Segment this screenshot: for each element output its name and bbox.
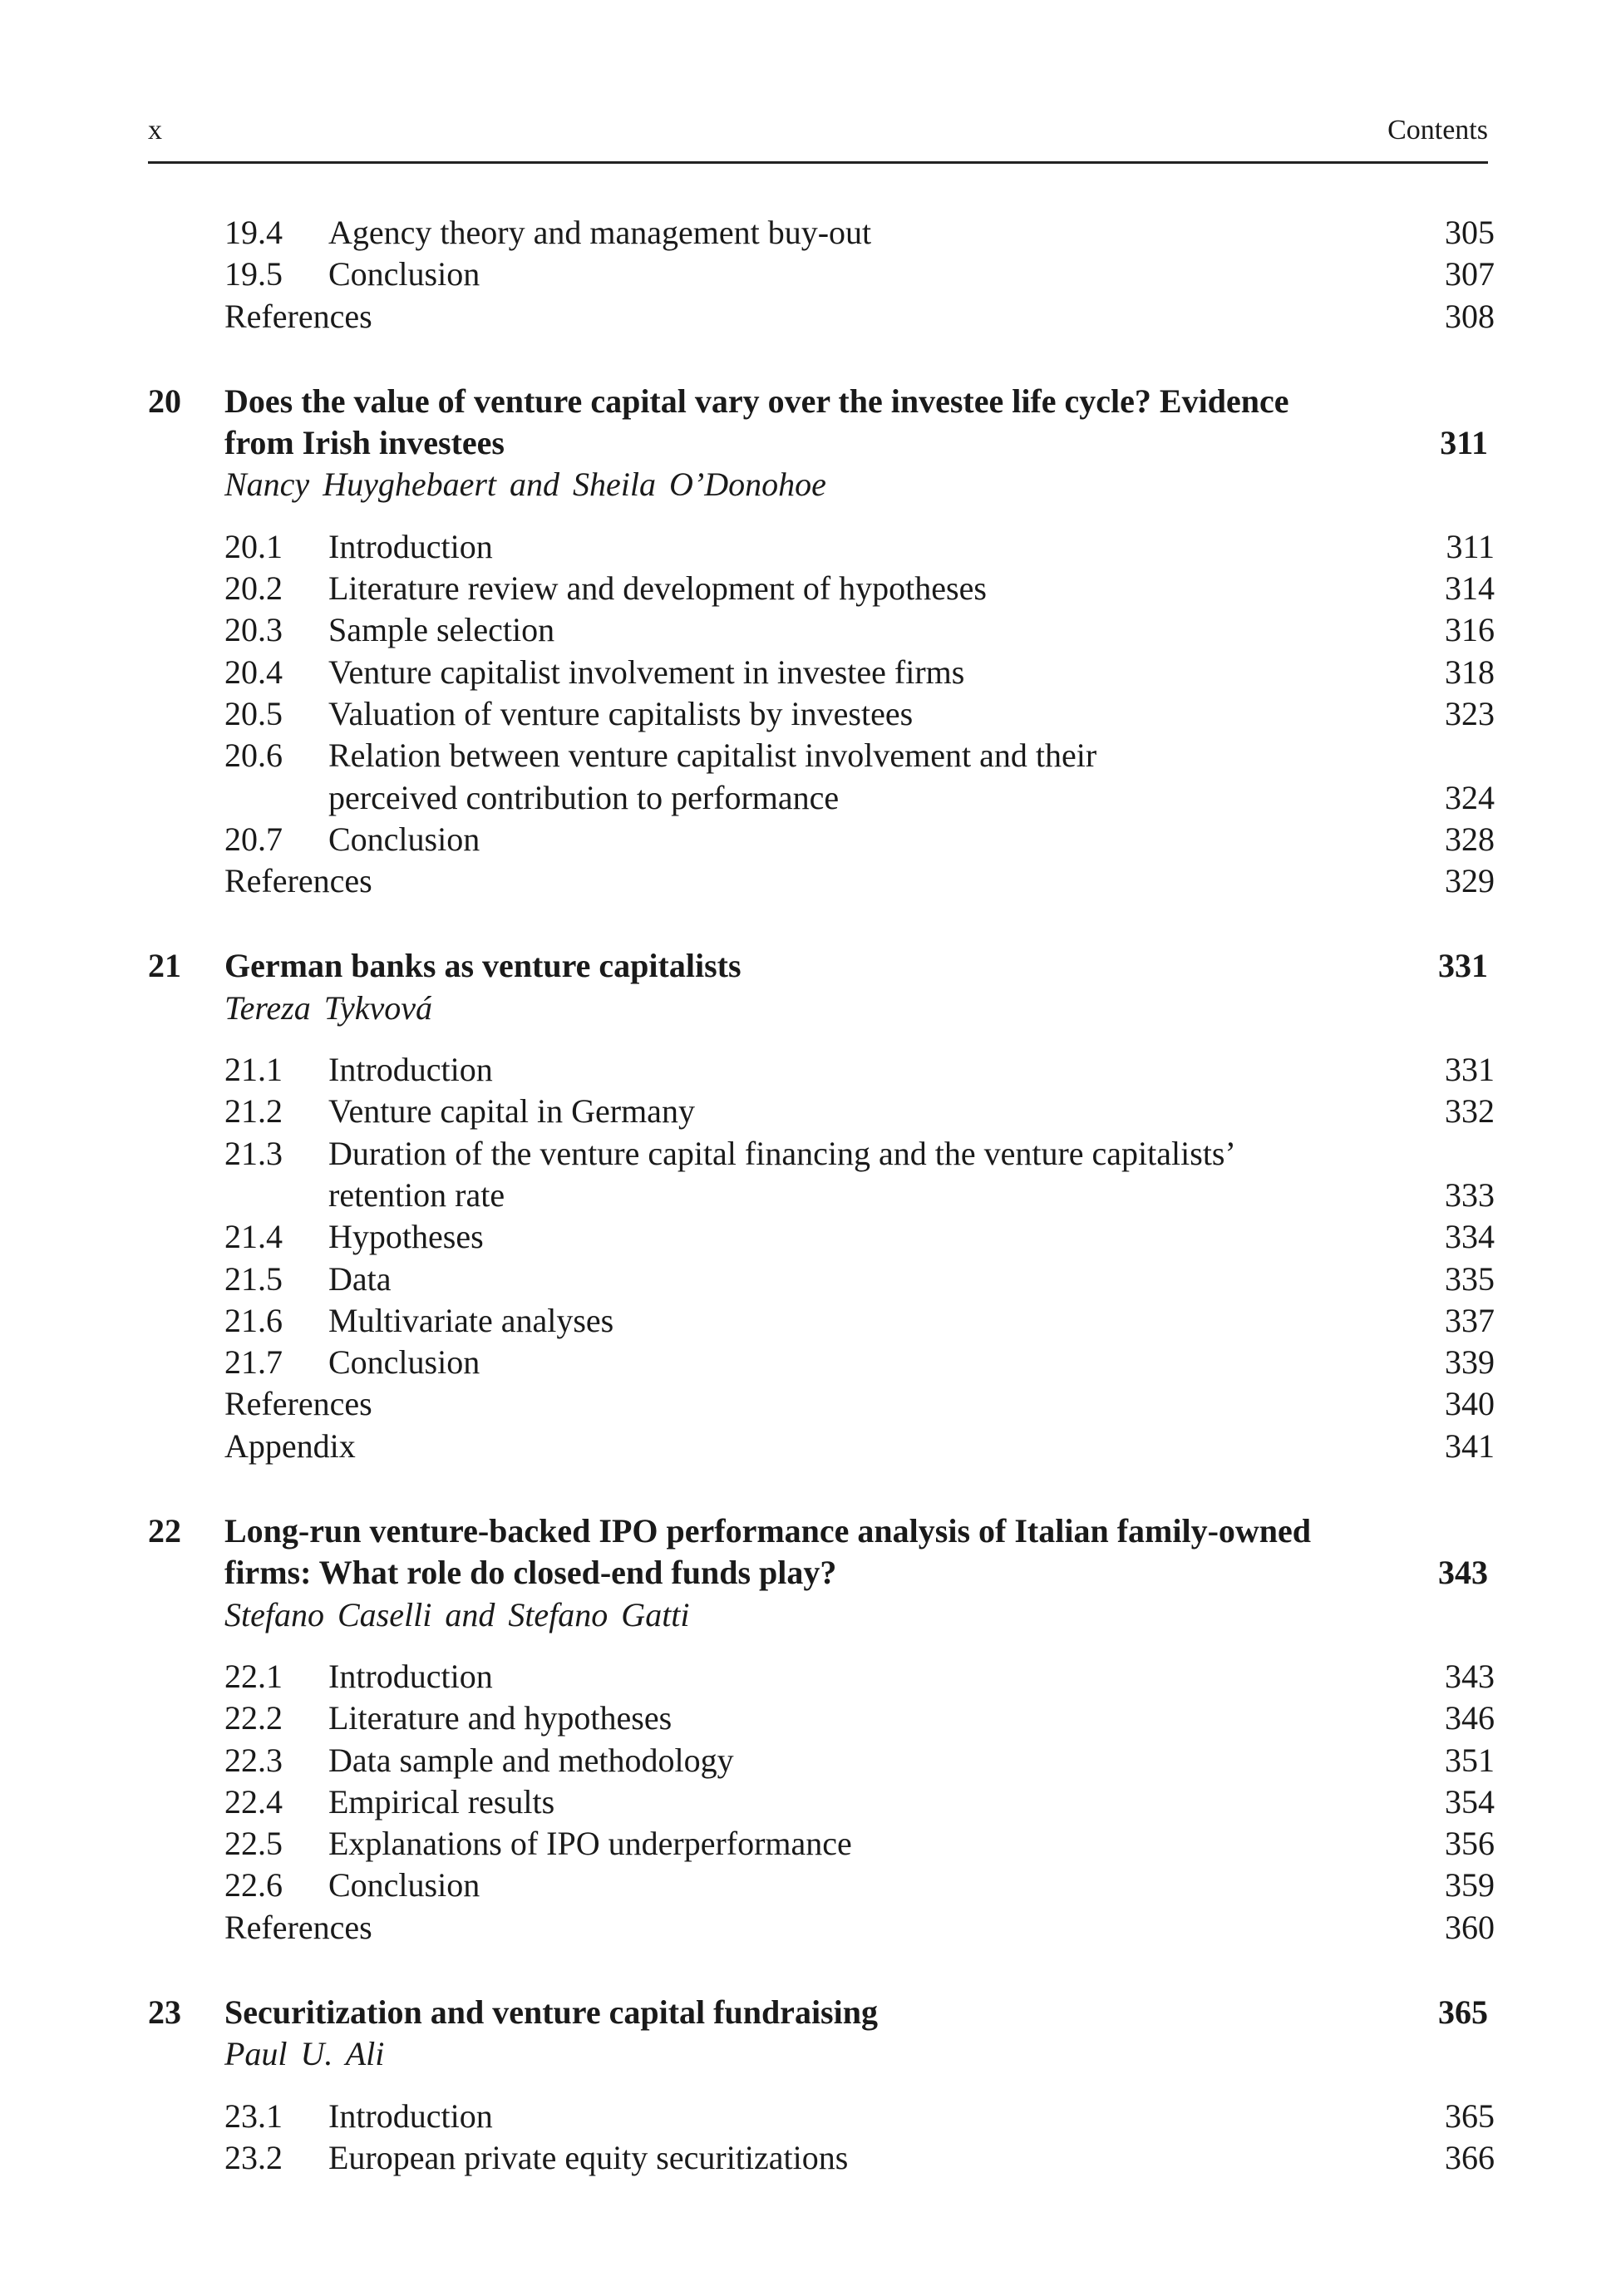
section-page: 328 xyxy=(1445,820,1495,858)
chapter-title-line xyxy=(148,1510,1488,1552)
chapter-title-line xyxy=(148,422,1488,464)
chapter-sections xyxy=(148,1656,1495,1949)
toc-chapter-19-tail xyxy=(148,212,1495,338)
section-number: 23.1 xyxy=(224,2096,283,2135)
chapter-title-line xyxy=(148,1992,1488,2033)
section-page: 339 xyxy=(1445,1343,1495,1382)
section-title: Valuation of venture capitalists by investees xyxy=(328,694,914,732)
chapter-title: Long-run venture-backed IPO performance analysis of Italian family-owned xyxy=(224,1512,1312,1550)
section-page: 340 xyxy=(1445,1385,1495,1423)
section-number: 21.2 xyxy=(224,1092,283,1131)
section-number: 19.5 xyxy=(224,255,283,293)
section-title: Introduction xyxy=(328,1657,493,1695)
section-title: Introduction xyxy=(328,1051,493,1089)
section-number: 20.2 xyxy=(224,569,283,608)
section-page: 305 xyxy=(1445,214,1495,251)
running-head-title: Contents xyxy=(1387,115,1488,145)
toc-chapter xyxy=(148,381,1495,903)
section-title: Literature and hypotheses xyxy=(328,1699,673,1737)
section-title: Venture capitalist involvement in investee firms xyxy=(328,653,965,691)
section-page: 365 xyxy=(1445,2096,1495,2135)
section-page: 343 xyxy=(1445,1657,1495,1695)
section-title: References xyxy=(224,297,372,335)
section-page: 334 xyxy=(1445,1218,1495,1256)
section-page: 341 xyxy=(1445,1426,1495,1465)
toc-backmatter-entry xyxy=(148,1426,1495,1467)
chapter-sections xyxy=(148,2096,1495,2180)
toc-section-entry xyxy=(148,1823,1495,1865)
toc-section-entry xyxy=(148,1781,1495,1823)
section-page: 366 xyxy=(1445,2138,1495,2176)
toc-section-entry xyxy=(148,1049,1495,1091)
section-number: 21.1 xyxy=(224,1051,283,1089)
toc-backmatter-entry xyxy=(148,296,1495,338)
section-page: 331 xyxy=(1445,1051,1495,1089)
chapter-heading xyxy=(148,1992,1488,2033)
chapter-number: 23 xyxy=(148,1993,181,2031)
chapter-title: German banks as venture capitalists xyxy=(224,947,742,985)
chapter-page: 365 xyxy=(1438,1993,1488,2031)
chapter-title-line xyxy=(148,381,1488,422)
section-page: 332 xyxy=(1445,1092,1495,1131)
chapter-authors: Paul U. Ali xyxy=(224,2035,385,2073)
section-page: 308 xyxy=(1445,297,1495,335)
toc-section-entry xyxy=(148,1216,1495,1258)
section-number: 22.5 xyxy=(224,1825,283,1863)
toc-section-entry xyxy=(148,1697,1495,1739)
page-number-roman: x xyxy=(148,115,162,145)
chapter-authors: Stefano Caselli and Stefano Gatti xyxy=(224,1595,690,1633)
section-number: 22.3 xyxy=(224,1741,283,1779)
section-title: Conclusion xyxy=(328,820,480,858)
section-number: 20.6 xyxy=(224,737,283,775)
section-title: Sample selection xyxy=(328,611,555,649)
section-number: 20.5 xyxy=(224,694,283,732)
toc-section-entry xyxy=(148,735,1488,776)
toc-section-entry xyxy=(148,1865,1495,1906)
section-title: European private equity securitizations xyxy=(328,2138,849,2176)
section-number: 22.6 xyxy=(224,1866,283,1904)
section-title: Conclusion xyxy=(328,255,480,293)
section-title: Conclusion xyxy=(328,1343,480,1382)
chapter-title: firms: What role do closed-end funds play? xyxy=(224,1554,837,1592)
section-title: retention rate xyxy=(328,1175,505,1214)
chapter-title-line xyxy=(148,1552,1488,1594)
running-header xyxy=(148,106,1488,164)
toc-section-entry xyxy=(148,254,1495,295)
section-title: References xyxy=(224,1385,372,1423)
section-number: 20.4 xyxy=(224,653,283,691)
chapter-sections xyxy=(148,526,1495,903)
chapter-sections xyxy=(148,1049,1495,1467)
toc-section-entry xyxy=(148,1300,1495,1342)
chapter-page: 331 xyxy=(1438,947,1488,985)
toc-section-entry xyxy=(148,1091,1495,1132)
section-page: 335 xyxy=(1445,1259,1495,1298)
chapter-number: 21 xyxy=(148,947,181,985)
toc-backmatter-entry xyxy=(148,1383,1495,1425)
section-number: 22.4 xyxy=(224,1782,283,1821)
section-number: 20.1 xyxy=(224,527,283,565)
toc-chapter xyxy=(148,1992,1495,2179)
section-title: Explanations of IPO underperformance xyxy=(328,1825,852,1863)
section-number: 23.2 xyxy=(224,2138,283,2176)
section-page: 314 xyxy=(1445,569,1495,608)
section-page: 329 xyxy=(1445,862,1495,900)
toc-section-entry xyxy=(148,1740,1495,1781)
section-page: 351 xyxy=(1445,1741,1495,1779)
section-page: 346 xyxy=(1445,1699,1495,1737)
section-page: 323 xyxy=(1445,694,1495,732)
section-title: Literature review and development of hypotheses xyxy=(328,569,987,608)
chapter-title: Securitization and venture capital fundraising xyxy=(224,1993,878,2031)
section-number: 21.5 xyxy=(224,1259,283,1298)
toc-section-entry xyxy=(148,526,1495,568)
section-title: Data sample and methodology xyxy=(328,1741,734,1779)
section-title: References xyxy=(224,1908,372,1946)
toc-section-entry xyxy=(148,1175,1495,1216)
section-title: Duration of the venture capital financing and the venture capitalists’ xyxy=(328,1134,1236,1172)
toc-section-entry xyxy=(148,2137,1495,2179)
chapter-title-line xyxy=(148,945,1488,987)
chapter-heading xyxy=(148,381,1488,465)
section-page: 316 xyxy=(1445,611,1495,649)
section-title: Relation between venture capitalist involvement and their xyxy=(328,737,1097,775)
section-page: 307 xyxy=(1445,255,1495,293)
section-page: 356 xyxy=(1445,1825,1495,1863)
section-page: 311 xyxy=(1446,527,1495,565)
section-title: Introduction xyxy=(328,527,493,565)
section-title: Agency theory and management buy-out xyxy=(328,214,872,251)
section-number: 20.3 xyxy=(224,611,283,649)
toc-section-entry xyxy=(148,1259,1495,1300)
section-title: Empirical results xyxy=(328,1782,555,1821)
section-number: 21.7 xyxy=(224,1343,283,1382)
toc-section-entry xyxy=(148,1133,1488,1175)
section-title: Introduction xyxy=(328,2096,493,2135)
section-number: 19.4 xyxy=(224,214,283,251)
toc-section-entry xyxy=(148,2096,1495,2137)
chapter-authors: Nancy Huyghebaert and Sheila O’Donohoe xyxy=(224,466,826,504)
section-title: Appendix xyxy=(224,1426,356,1465)
section-title: Conclusion xyxy=(328,1866,480,1904)
toc-section-entry xyxy=(148,1342,1495,1383)
section-page: 359 xyxy=(1445,1866,1495,1904)
chapter-heading xyxy=(148,945,1488,987)
toc-section-entry xyxy=(148,652,1495,693)
toc-chapter xyxy=(148,1510,1495,1949)
toc-section-entry xyxy=(148,1656,1495,1697)
toc-section-entry xyxy=(148,819,1495,860)
toc-backmatter-entry xyxy=(148,860,1495,902)
section-title: Multivariate analyses xyxy=(328,1301,614,1339)
section-page: 337 xyxy=(1445,1301,1495,1339)
toc-section-entry xyxy=(148,777,1495,819)
section-page: 318 xyxy=(1445,653,1495,691)
section-title: perceived contribution to performance xyxy=(328,778,840,816)
section-number: 20.7 xyxy=(224,820,283,858)
section-page: 333 xyxy=(1445,1175,1495,1214)
section-page: 360 xyxy=(1445,1908,1495,1946)
section-number: 21.6 xyxy=(224,1301,283,1339)
toc-section-entry xyxy=(148,568,1495,609)
chapter-title: from Irish investees xyxy=(224,424,505,462)
section-number: 22.1 xyxy=(224,1657,283,1695)
toc-backmatter-entry xyxy=(148,1907,1495,1949)
toc-chapter xyxy=(148,945,1495,1467)
section-title: References xyxy=(224,862,372,900)
chapter-page: 311 xyxy=(1440,424,1488,462)
chapter-page: 343 xyxy=(1438,1554,1488,1592)
section-title: Data xyxy=(328,1259,392,1298)
chapter-number: 22 xyxy=(148,1512,181,1550)
toc-section-entry xyxy=(148,212,1495,254)
section-number: 22.2 xyxy=(224,1699,283,1737)
chapter-number: 20 xyxy=(148,382,181,420)
chapter-authors: Tereza Tykvová xyxy=(224,988,433,1027)
section-title: Venture capital in Germany xyxy=(328,1092,695,1131)
table-of-contents xyxy=(148,212,1495,2179)
toc-section-entry xyxy=(148,693,1495,735)
chapter-heading xyxy=(148,1510,1488,1594)
section-page: 324 xyxy=(1445,778,1495,816)
chapter-title: Does the value of venture capital vary over the investee life cycle? Evidence xyxy=(224,382,1289,420)
toc-section-entry xyxy=(148,609,1495,651)
section-number: 21.4 xyxy=(224,1218,283,1256)
section-number: 21.3 xyxy=(224,1134,283,1172)
section-page: 354 xyxy=(1445,1782,1495,1821)
section-title: Hypotheses xyxy=(328,1218,484,1256)
